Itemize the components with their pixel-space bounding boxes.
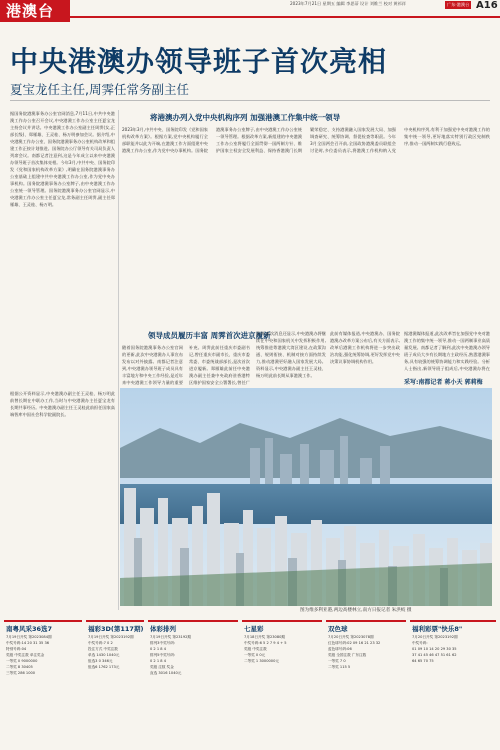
lottery-line: 7月20日开奖 第2023192期 [412,635,458,639]
lottery-box-3 [148,620,238,747]
section-2-title: 领导成员履历丰富 周霁首次进京履新 [148,331,271,340]
lottery-line: 直选 3016 1040元 [150,671,182,675]
lottery-box-1 [4,620,82,747]
lottery-title: 福利彩票"快乐8" [412,625,463,633]
lottery-line: 一等奖 0 9000000 [6,659,38,663]
lottery-line: 二等奖 1 3000000元 [244,659,279,663]
lottery-line: 单选 1430 1040元 [88,653,120,657]
lottery-line: 蓝色球号码:06 [328,647,352,651]
lottery-line: 64 65 70 75 [412,659,434,663]
page-header [0,0,500,28]
lottery-line: 中奖号码:6 5 2 7 9 4 + 5 [244,641,287,645]
lottery-line: 7月19日开奖 第2023084期 [6,635,52,639]
section-label: 港澳台 [0,0,70,22]
harbour-photo [120,388,492,606]
lottery-title: 七星彩 [244,625,264,633]
lottery-line: 奖级 中奖注数 [244,647,267,651]
lottery-line: 组选3 0 346元 [88,659,113,663]
header-rule [64,16,500,18]
section-2-text: 随着国务院港澳事务办公室官网的更新,此次中央港澳办人事宣布发布以对外披露。南都记者注意到,中央港澳办领导班子成员具有丰富地方和中央工作经验,是近年来中央港澳工作领导力量的重要补充。周霁此前任重庆市委副书记,曾任重庆市副市长、重庆市委常委、市委统战部部长,是次首次进京履新。郑雁雄此前任中央港澳办副主任兼中央政府驻香港特区维护国家安全公署署长,曾任广 [122,345,250,385]
lottery-box-4 [242,620,322,747]
lottery-line: 特别号码:04 [6,647,27,651]
lottery-line: 奖级 全国注数 广东注数 [328,653,367,657]
issue-meta: 2023年7月21日 星期五 编辑 李思蒂 设计 刘维兰 校对 黄祁祥 [290,1,406,6]
section-1-text: 2023年3月,中共中央、国务院印发《党和国家机构改革方案》。根据方案,党中央机构履行全部职能并以此为开端,在港澳工作方面组建中央港澳工作办公室,作为党中央办事机构。国务院港澳事务办公室牌子,由中央港澳工作办公室统一领导管理。根据改革方案,新组建的中央港澳工作办公室将履行全面贯彻一国两制方针、维护国家主权安全发展利益、保持香港澳门长期繁荣稳定、支持港澳融入国家发展大局、加强调查研究、统筹协调、督促检查等职责。今年3月全国两会召开前,全国政协港澳委员联组会讨论时,多位委员表示,将港澳工作机构纳入党中央机构序列,有利于加强党中央对港澳工作的集中统一领导,更好地落实特别行政区宪制秩序,推动一国两制实践行稳致远。 [122,127,490,153]
lottery-line: 排列5中奖号码: [150,653,176,657]
lottery-line: 7月18日开奖 第23080期 [244,635,285,639]
lottery-line: 中奖号码:7 0 2 [88,641,113,645]
headline: 中央港澳办领导班子首次亮相 [10,45,388,78]
section-2-col4: 此外,此次消息还显示,中央港澳办将继续在中央和国家机关中发挥积极作用,统筹推进粤港澳大湾区建设,在政策沟通、规则衔接、机制对接方面持续发力,推动港澳更好融入国家发展大局。资料显示,中央港澳办副主任王灵桂、杨万明此前长期从事港澳工作。 [256,331,326,378]
lottery-line: 中奖号码: [412,641,428,645]
lottery-line: 01 09 10 14 20 29 30 35 [412,647,457,651]
lottery-line: 二等奖 8 30405 [6,665,33,669]
lottery-line: 投注方式 中奖注数 [88,647,118,651]
lottery-title: 体彩排列 [150,625,176,633]
lottery-line: 奖级 中奖注数 单注奖金 [6,653,45,657]
section-1-title: 将港澳办列入党中央机构序列 加强港澳工作集中统一领导 [150,113,341,122]
lottery-line: 奖级 注数 奖金 [150,665,174,669]
reporter-credit: 采写:南都记者 蒋小天 郭莉梅 [404,379,483,386]
lottery-line: 一等奖 0 0元 [244,653,266,657]
lottery-line: 7月20日开奖 第2023078期 [328,635,374,639]
subheadline: 夏宝龙任主任,周霁任常务副主任 [10,82,189,97]
page-number: A16 [476,0,498,11]
lottery-line: 37 41 45 46 47 51 61 62 [412,653,457,657]
section-2-col5: 此前有媒体报道,中央港澳办、国务院港澳办改革方案公布后,有关方面表示,改革后港澳工作机构将进一步突出政治功能,强化统筹协调,更好发挥党中央决策议事协调机构作用。 [330,331,400,364]
photo-caption: 图为维多利亚港,两边高楼林立,南方日报记者 朱洪蛟 摄 [300,608,412,613]
lottery-box-2 [86,620,144,747]
lottery-line: 二等奖 115 5 [328,665,351,669]
section-2-col6: 据港澳媒体报道,此次改革旨在加强党中央对港澳工作的集中统一领导,推动一国两制事业高质量发展。南都记者了解到,此次中央港澳办领导班子成员大多有长期地方主政经历,熟悉港澳事务,具有较强的统筹协调能力和实践经验。分析人士指出,新领导班子组成后,中央港澳办将在 [404,331,490,371]
lottery-line: 中奖号码:14 20 31 35 36 [6,641,50,645]
harbour-skyline-image [120,388,492,606]
lottery-line: 组选6 1762 173元 [88,665,120,669]
lottery-line: 红色球号码:02 09 16 21 23 32 [328,641,381,645]
lottery-title: 双色球 [328,625,348,633]
lottery-line: 排列3中奖号码: [150,641,176,645]
lottery-line: 三等奖 286 1000 [6,671,36,675]
lottery-title: 福彩3D(第117期) [88,625,144,633]
lottery-box-5 [326,620,406,747]
lottery-title: 南粤风采36选7 [6,625,53,633]
lottery-line: 0 2 1 8 4 [150,659,167,663]
article-column-1-bottom: 根据公开资料显示,中央港澳办副主任王灵桂、杨万明此前曾长期在中联办工作,当时与中央港澳办主任夏宝龙有长期共事经历。中央港澳办副主任王灵桂此前担任国家高端智库中国社会科学院副院长。 [10,391,115,417]
column-divider [118,110,119,610]
lottery-line: 7月19日开奖 第23192期 [150,635,191,639]
lottery-line: 一等奖 7 0 [328,659,346,663]
article-column-1: 据国务院港澳事务办公室官网消息,7月11日,中共中央港澳工作办公室召开会议,中央港澳工作办公室主任夏宝龙主持会议并讲话。中央港澳工作办公室副主任周霁(女,正部长级)、郑雁雄、王灵桂、杨万明参加会议。据介绍,中央港澳工作办公室、国务院港澳事务办公室机构改革和组建工作正按计划推进。国务院办公厅领导有关司局负责人列席会议。南都记者注意到,这是今年成立以来中央港澳办领导班子首次集体亮相。今年3月,中共中央、国务院印发《党和国家机构改革方案》,明确在国务院港澳事务办公室基础上组建中共中央港澳工作办公室,作为党中央办事机构。国务院港澳事务办公室牌子,由中央港澳工作办公室统一领导管理。国务院港澳事务办公室官网显示,中央港澳工作办公室主任夏宝龙,常务副主任周霁,副主任郑雁雄、王灵桂、杨万明。 [10,111,115,207]
lottery-line: 0 2 1 8 4 [150,647,167,651]
lottery-box-6 [410,620,496,747]
lottery-line: 7月19日开奖 第2023192期 [88,635,134,639]
headline-rule [10,100,490,101]
edition-tag: 广东·港澳台 [447,2,470,7]
